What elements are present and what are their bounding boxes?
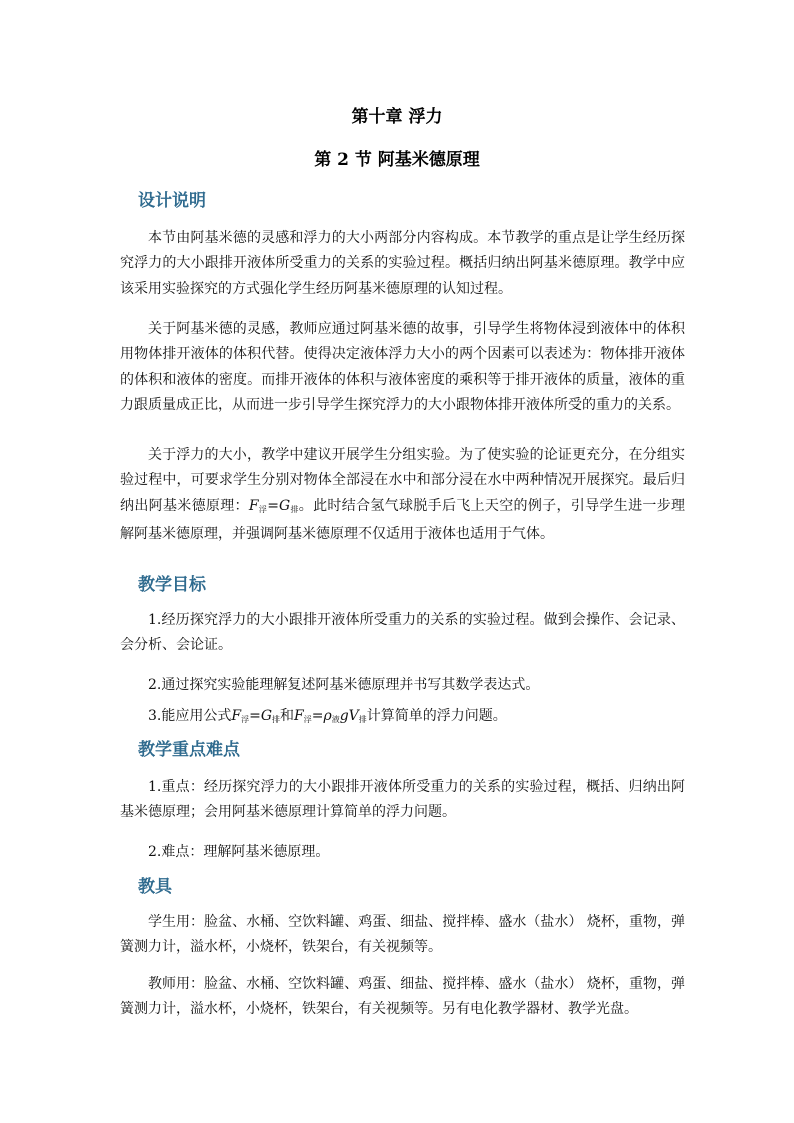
heading-key-points: 教学重点难点 [138,740,240,760]
goal-item-2: 2.通过探究实验能理解复述阿基米德原理并书写其数学表达式。 [148,677,540,693]
design-paragraph-1: 本节由阿基米德的灵感和浮力的大小两部分内容构成。本节教学的重点是让学生经历探究浮力的大小跟排开液体所受重力的关系的实验过程。概括归纳出阿基米德原理。教学中应该采用实验探究的方式强化学生经历阿基米德原理的认知过程。 [120,230,685,297]
heading-goals: 教学目标 [138,575,206,595]
tools-student: 学生用：脸盆、水桶、空饮料罐、鸡蛋、细盐、搅拌棒、盛水（盐水） 烧杯，重物，弹簧测力计，溢水杯，小烧杯，铁架台，有关视频等。 [120,914,685,956]
chapter-title: 第十章 浮力 [351,107,443,127]
design-p3-text-a: 关于浮力的大小，教学中建议开展学生分组实验。为了使实验的论证更充分，在分组实验过程中，可要求学生分别对物体全部浸在水中和部分浸在水中两种情况开展探究。最后归纳出阿基米德原理： [120,447,685,514]
formula-f-equals-g: $F_浮=G_排$ [248,497,299,514]
goal-item-1: 1.经历探究浮力的大小跟排开液体所受重力的关系的实验过程。做到会操作、会记录、会分析、会论证。 [120,612,685,654]
key-point-1: 1.重点：经历探究浮力的大小跟排开液体所受重力的关系的实验过程，概括、归纳出阿基米德原理；会用阿基米德原理计算简单的浮力问题。 [120,779,685,821]
heading-design: 设计说明 [138,191,206,211]
heading-tools: 教具 [138,877,172,897]
formula-f-equals-rho-g-v: $F_浮=\rho_液gV_排$ [294,708,367,724]
key-point-2: 2.难点：理解阿基米德原理。 [148,844,330,860]
goal-item-3: 3.能应用公式$F_浮=G_排$和$F_浮=\rho_液gV_排$计算简单的浮力问题。 [148,708,507,724]
design-paragraph-2: 关于阿基米德的灵感，教师应通过阿基米德的故事，引导学生将物体浸到液体中的体积用物体排开液体的体积代替。使得决定液体浮力大小的两个因素可以表述为：物体排开液体的体积和液体的密度。而排开液体的体积与液体密度的乘积等于排开液体的质量，液体的重力跟质量成正比，从而进一步引导学生探究浮力的大小跟物体排开液体所受的重力的关系。 [120,321,685,414]
design-paragraph-3 [120,443,685,548]
tools-teacher: 教师用：脸盆、水桶、空饮料罐、鸡蛋、细盐、搅拌棒、盛水（盐水） 烧杯，重物，弹簧测力计，溢水杯，小烧杯，铁架台，有关视频等。另有电化教学器材、教学光盘。 [120,976,685,1018]
design-p3-text-b: 。此时结合氢气球脱手后飞上天空的例子，引导学生进一步理解阿基米德原理，并强调阿基米德原理不仅适用于液体也适用于气体。 [120,497,686,543]
section-title: 第 2 节 阿基米德原理 [314,150,480,170]
formula-f-equals-g-2: $F_浮=G_排$ [231,708,280,724]
